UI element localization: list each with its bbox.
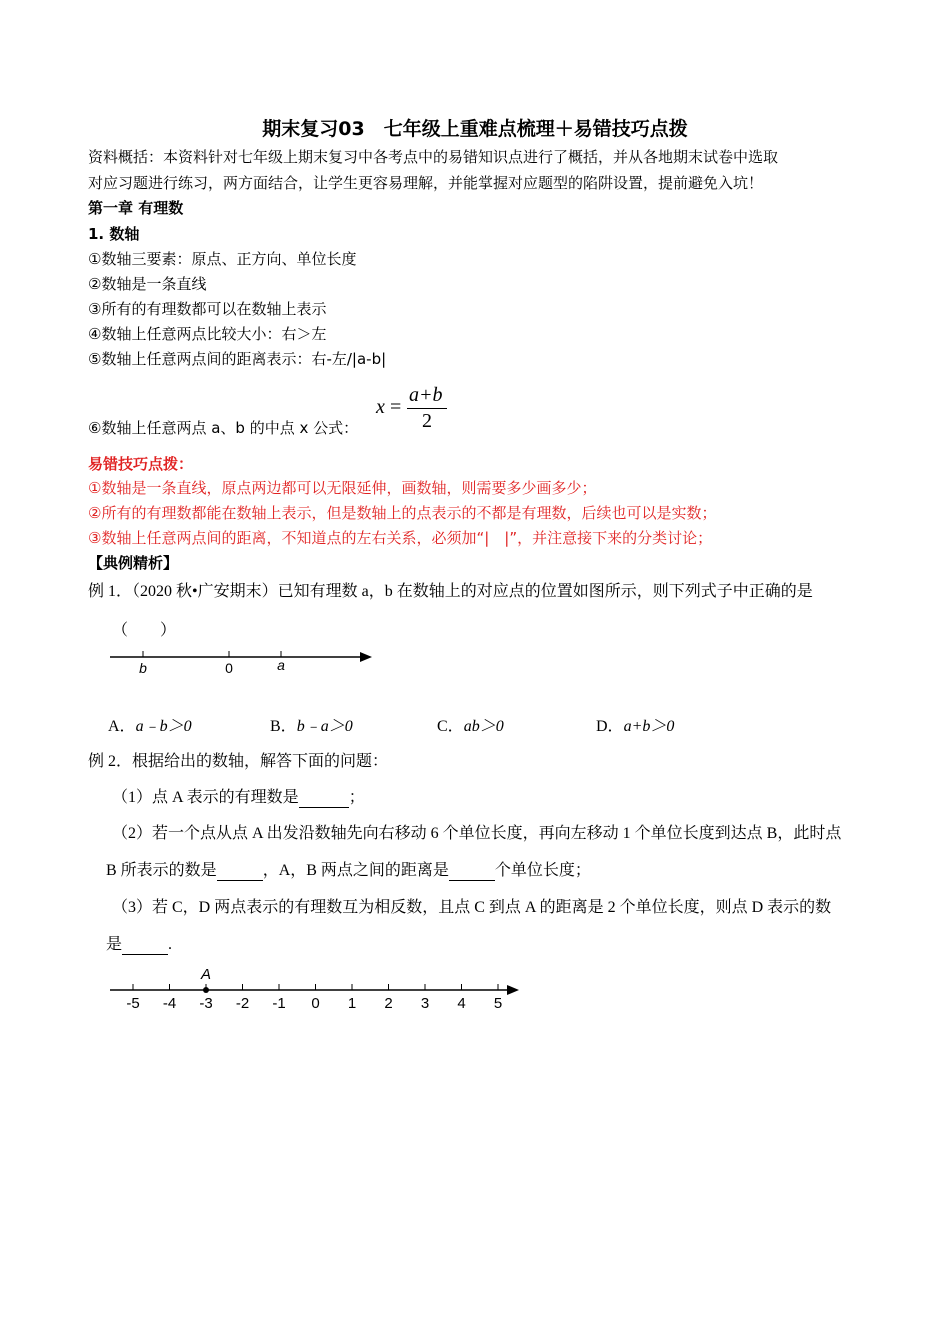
point-4: ④数轴上任意两点比较大小：右＞左 — [88, 325, 327, 343]
point-1: ①数轴三要素：原点、正方向、单位长度 — [88, 250, 357, 268]
axis-tick-label: -4 — [162, 995, 177, 1012]
question-2-line-1: （2）若一个点从点 A 出发沿数轴先向右移动 6 个单位长度，再向左移动 1 个单位长度到达点 B，此时点 — [112, 825, 842, 842]
formula-lhs: x — [376, 396, 385, 418]
question-2-part-3: 个单位长度； — [494, 862, 591, 879]
question-3-line-2 — [106, 931, 172, 955]
section-heading: 1. 数轴 — [88, 225, 140, 243]
example-1-text: （2020 秋•广安期末）已知有理数 a，b 在数轴上的对应点的位置如图所示，则下列式子中正确的是 — [132, 583, 813, 600]
formula-eq: = — [390, 396, 402, 418]
label-a: a — [277, 657, 285, 673]
tips-heading: 易错技巧点拨： — [88, 455, 194, 473]
example-2-intro — [88, 748, 388, 771]
option-d-letter: D． — [596, 718, 624, 735]
label-b: b — [139, 660, 147, 676]
question-3-end: . — [168, 936, 173, 953]
question-3-line-1: （3）若 C，D 两点表示的有理数互为相反数，且点 C 到点 A 的距离是 2 个单位长度，则点 D 表示的数 — [112, 899, 832, 916]
axis-tick-label: 4 — [457, 995, 466, 1012]
tip-2: ②所有的有理数都能在数轴上表示，但是数轴上的点表示的不都是有理数，后续也可以是实数； — [88, 504, 717, 522]
point-a-label: A — [200, 966, 212, 983]
question-3-part-1: 是 — [106, 936, 123, 953]
tip-1: ①数轴是一条直线，原点两边都可以无限延伸，画数轴，则需要多少画多少； — [88, 479, 597, 497]
point-3: ③所有的有理数都可以在数轴上表示 — [88, 300, 327, 318]
example-1-answer-paren: （ ） — [112, 622, 177, 639]
axis-tick-label: 5 — [493, 995, 503, 1012]
question-2-part-2: ，A，B 两点之间的距离是 — [262, 862, 449, 879]
example-1-question — [88, 578, 813, 601]
examples-heading: 【典例精析】 — [88, 554, 179, 572]
option-c-letter: C． — [437, 718, 464, 735]
option-d[interactable] — [596, 713, 674, 736]
answer-blank-4[interactable] — [122, 936, 168, 955]
option-c-expr: ab＞0 — [463, 718, 504, 735]
question-1-end: ； — [348, 789, 365, 806]
answer-blank-3[interactable] — [449, 862, 495, 881]
option-b-expr: b﹣a＞0 — [296, 718, 353, 735]
page-title: 期末复习03 七年级上重难点梳理＋易错技巧点拨 — [262, 118, 688, 140]
answer-blank-1[interactable] — [299, 789, 349, 808]
axis-arrow-2 — [507, 985, 519, 995]
question-1-text: （1）点 A 表示的有理数是 — [112, 789, 299, 806]
axis-tick-label: 3 — [420, 995, 430, 1012]
chapter-heading: 第一章 有理数 — [88, 199, 184, 217]
intro-line-1: 资料概括：本资料针对七年级上期末复习中各考点中的易错知识点进行了概括，并从各地期末试卷中选取 — [88, 148, 779, 166]
option-a-expr: a﹣b＞0 — [135, 718, 192, 735]
point-5: ⑤数轴上任意两点间的距离表示：右-左/|a-b| — [88, 350, 387, 368]
option-d-expr: a+b＞0 — [623, 718, 675, 735]
option-a[interactable] — [108, 713, 192, 736]
axis-ticks — [126, 984, 502, 1012]
intro-line-2: 对应习题进行练习，两方面结合，让学生更容易理解，并能掌握对应题型的陷阱设置，提前避免入坑！ — [88, 174, 764, 192]
axis-tick-label: -2 — [235, 995, 250, 1012]
axis-tick-label: 0 — [311, 995, 320, 1012]
point-a-dot — [203, 987, 209, 993]
option-b-letter: B． — [270, 718, 297, 735]
option-b[interactable] — [270, 713, 353, 736]
axis-tick-label: -5 — [126, 995, 140, 1012]
example-1-number-line — [100, 640, 390, 680]
axis-arrow — [360, 652, 372, 662]
point-6: ⑥数轴上任意两点 a、b 的中点 x 公式： — [88, 419, 359, 437]
option-a-letter: A． — [108, 718, 136, 735]
example-1-label: 例 1． — [88, 583, 133, 600]
axis-tick-label: -3 — [199, 995, 213, 1012]
question-2-line-2 — [106, 857, 591, 881]
example-2-number-line — [100, 960, 530, 1015]
example-2-text: 根据给出的数轴，解答下面的问题： — [132, 753, 389, 770]
label-zero: 0 — [225, 660, 233, 676]
axis-tick-label: 2 — [384, 995, 393, 1012]
example-2-label: 例 2． — [88, 753, 133, 770]
point-2: ②数轴是一条直线 — [88, 275, 207, 293]
axis-tick-label: 1 — [347, 995, 357, 1012]
axis-tick-label: -1 — [272, 995, 286, 1012]
tip-3: ③数轴上任意两点间的距离，不知道点的左右关系，必须加“| |”，并注意接下来的分类讨论； — [88, 529, 713, 547]
option-c[interactable] — [437, 713, 504, 736]
question-2-part-1: B 所表示的数是 — [106, 862, 217, 879]
answer-blank-2[interactable] — [217, 862, 263, 881]
formula-numerator: a+b — [409, 384, 443, 406]
fraction-bar — [407, 408, 447, 409]
formula-denominator: 2 — [422, 410, 432, 432]
question-1 — [112, 784, 365, 808]
